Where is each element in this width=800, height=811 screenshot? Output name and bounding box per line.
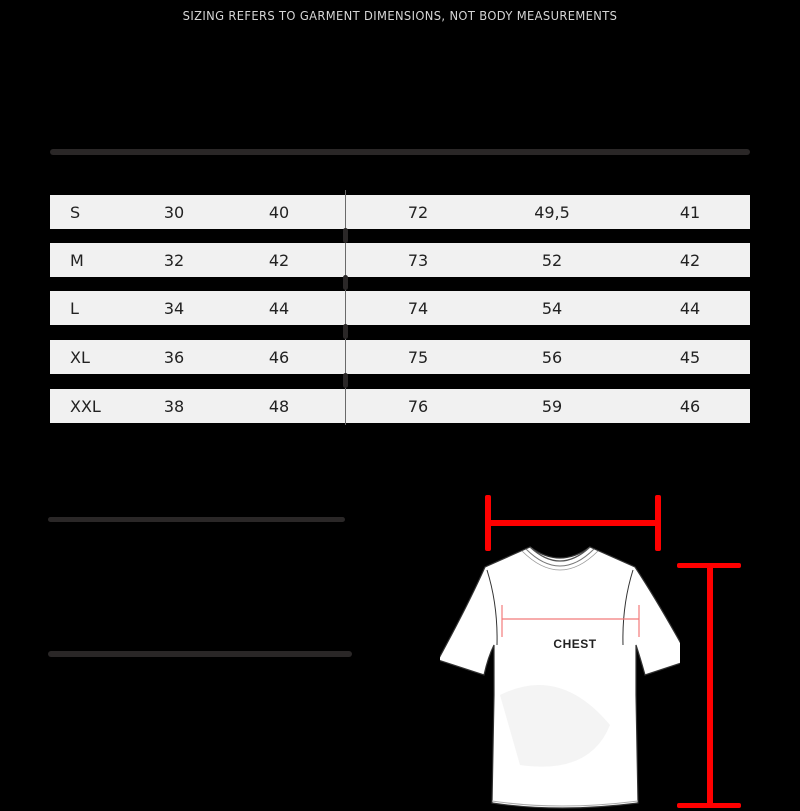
sizing-notice: SIZING REFERS TO GARMENT DIMENSIONS, NOT BODY MEASUREMENTS xyxy=(182,8,618,23)
shoulder-measure-right-cap xyxy=(655,495,661,551)
it-cell: 48 xyxy=(268,397,290,416)
tshirt-illustration xyxy=(440,545,680,811)
length-cell: 76 xyxy=(407,397,429,416)
length-cell: 73 xyxy=(407,251,429,270)
size-cell: XXL xyxy=(70,397,101,416)
eu-cell: 30 xyxy=(163,203,185,222)
eu-cell: 32 xyxy=(163,251,185,270)
divider-knob xyxy=(343,275,348,290)
table-header xyxy=(50,160,750,192)
section-bar xyxy=(48,517,345,522)
column-divider xyxy=(345,190,346,425)
chest-cell: 59 xyxy=(541,397,563,416)
table-header-bar xyxy=(50,149,750,155)
table-row xyxy=(50,195,750,229)
chest-cell: 49,5 xyxy=(534,203,570,222)
divider-knob xyxy=(343,228,348,243)
it-cell: 46 xyxy=(268,348,290,367)
header-size: Size xyxy=(70,168,100,185)
length-measure-line xyxy=(707,563,713,808)
chest-cell: 56 xyxy=(541,348,563,367)
eu-cell: 36 xyxy=(163,348,185,367)
it-cell: 40 xyxy=(268,203,290,222)
header-shoulder: Shoulder xyxy=(670,168,731,185)
shoulder-cell: 41 xyxy=(679,203,701,222)
table-row xyxy=(50,243,750,277)
length-cell: 75 xyxy=(407,348,429,367)
table-row xyxy=(50,291,750,325)
chest-cell: 52 xyxy=(541,251,563,270)
table-row xyxy=(50,389,750,423)
size-cell: L xyxy=(70,299,79,318)
shoulder-cell: 46 xyxy=(679,397,701,416)
size-cell: M xyxy=(70,251,84,270)
chest-cell: 54 xyxy=(541,299,563,318)
shoulder-cell: 42 xyxy=(679,251,701,270)
shoulder-cell: 45 xyxy=(679,348,701,367)
divider-knob xyxy=(343,373,348,388)
it-cell: 42 xyxy=(268,251,290,270)
length-cell: 74 xyxy=(407,299,429,318)
shoulder-cell: 44 xyxy=(679,299,701,318)
header-chest: Chest xyxy=(530,168,570,185)
it-cell: 44 xyxy=(268,299,290,318)
length-measure-bottom-cap xyxy=(677,803,741,808)
shoulder-measure-line xyxy=(488,520,660,526)
chest-label: CHEST xyxy=(553,637,597,651)
table-row xyxy=(50,340,750,374)
size-cell: XL xyxy=(70,348,90,367)
header-it: IT xyxy=(265,168,279,185)
header-length: Length xyxy=(400,168,446,185)
size-cell: S xyxy=(70,203,81,222)
header-eu: EU xyxy=(160,168,181,185)
section-bar xyxy=(48,651,352,657)
eu-cell: 38 xyxy=(163,397,185,416)
length-cell: 72 xyxy=(407,203,429,222)
eu-cell: 34 xyxy=(163,299,185,318)
divider-knob xyxy=(343,324,348,339)
